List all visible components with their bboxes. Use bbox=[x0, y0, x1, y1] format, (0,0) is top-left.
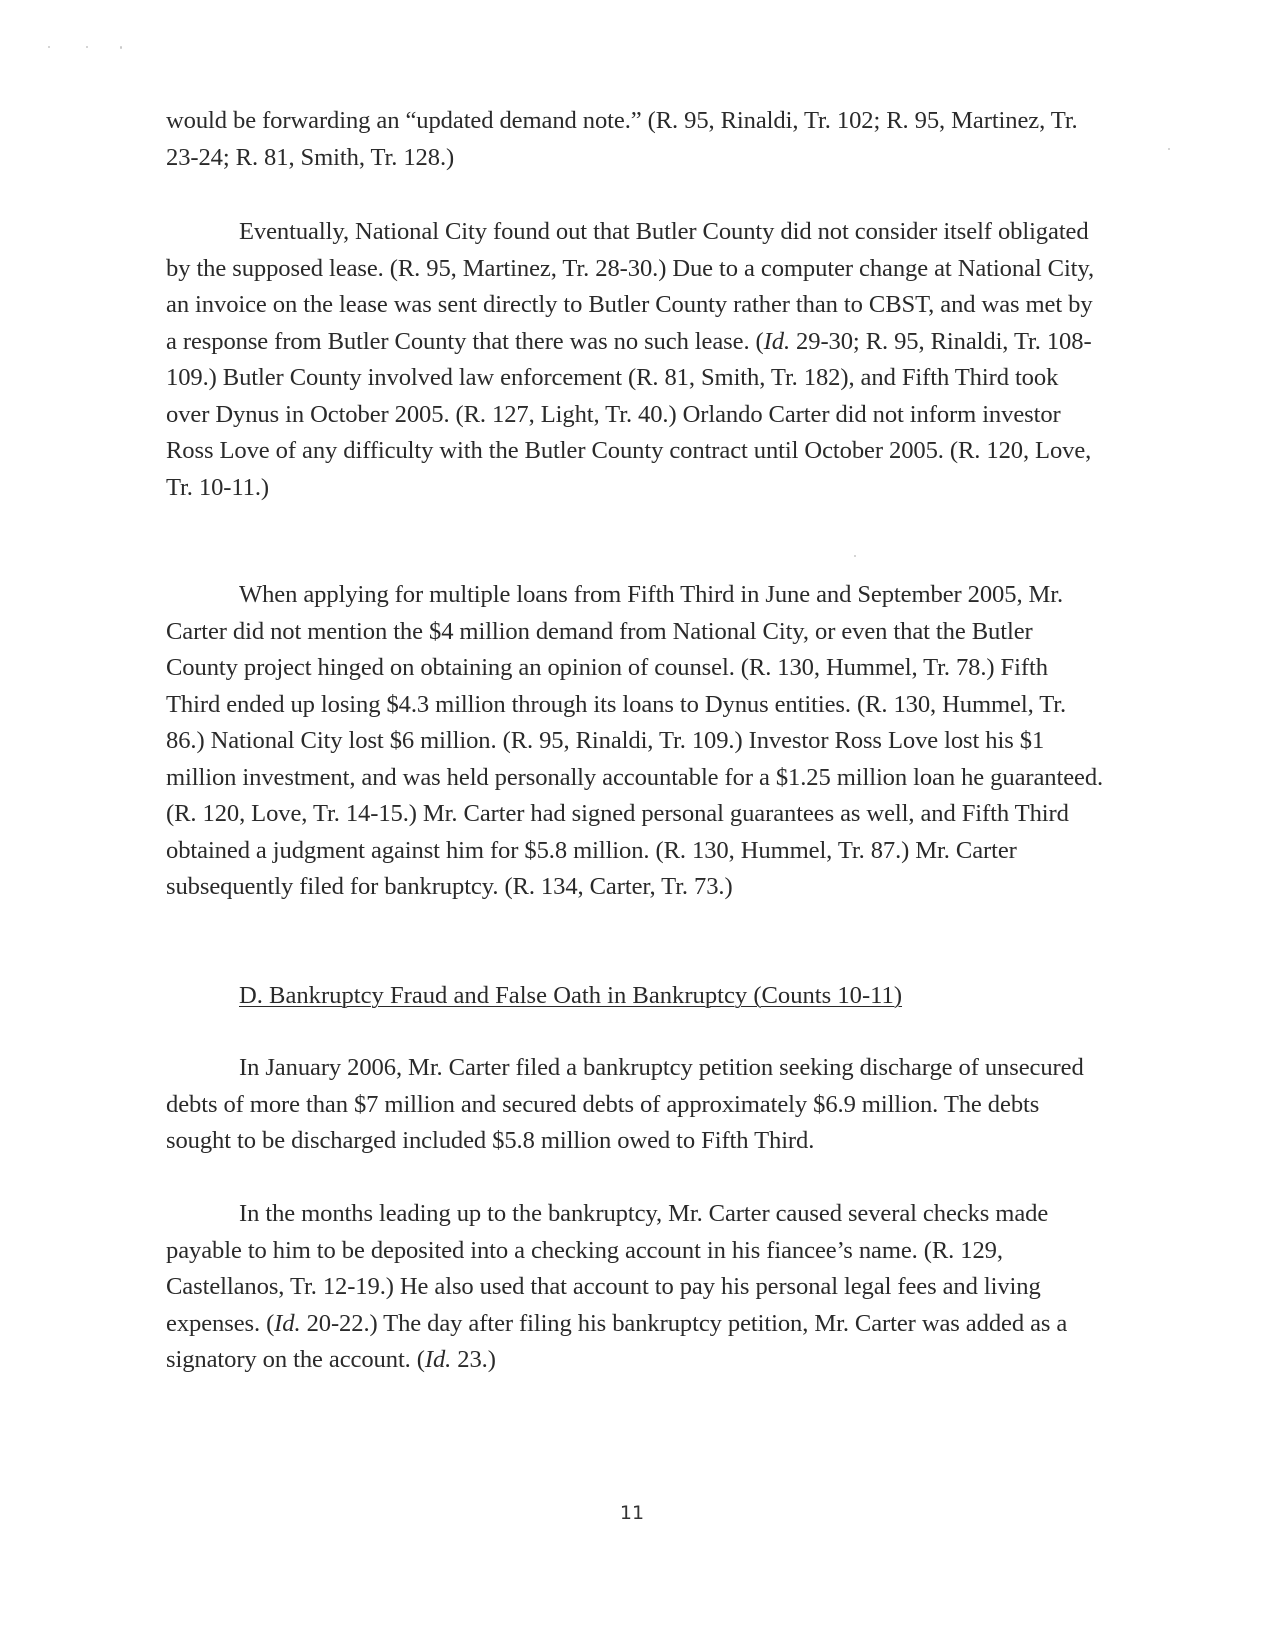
paragraph-text: In the months leading up to the bankruptcy, Mr. Carter caused several checks made payable to him to be deposited into a checking account in his fiancee’s name. (R. 129, Castellanos, Tr. 12-19.) He also used that account to pay his personal legal fees and living expenses. ( bbox=[166, 1200, 1049, 1337]
page-number: 11 bbox=[619, 1502, 645, 1524]
paragraph-text: 20-22.) The day after filing his bankruptcy petition, Mr. Carter was added as a signatory on the account. ( bbox=[166, 1309, 1068, 1373]
paragraph-text: 29-30; R. 95, Rinaldi, Tr. 108-109.) Butler County involved law enforcement (R. 81, Smith, Tr. 182), and Fifth Third took over Dynus in October 2005. (R. 127, Light, Tr. 40.) Orlando Carter did not inform investor Ross Love of any difficulty with the Butler County contract until October 2005. (R. 120, Love, Tr. 10-11.) bbox=[166, 327, 1092, 501]
scan-speck bbox=[1168, 148, 1170, 150]
paragraph-checking-account bbox=[166, 1196, 1106, 1379]
scan-speck bbox=[48, 46, 50, 48]
paragraph-national-city-discovery bbox=[166, 214, 1106, 506]
paragraph-fifth-third-loans: When applying for multiple loans from Fifth Third in June and September 2005, Mr. Carter did not mention the $4 million demand from National City, or even that the Butler County project hinged on obtaining an opinion of counsel. (R. 130, Hummel, Tr. 78.) Fifth Third ended up losing $4.3 million through its loans to Dynus entities. (R. 130, Hummel, Tr. 86.) National City lost $6 million. (R. 95, Rinaldi, Tr. 109.) Investor Ross Love lost his $1 million investment, and was held personally accountable for a $1.25 million loan he guaranteed. (R. 120, Love, Tr. 14-15.) Mr. Carter had signed personal guarantees as well, and Fifth Third obtained a judgment against him for $5.8 million. (R. 130, Hummel, Tr. 87.) Mr. Carter subsequently filed for bankruptcy. (R. 134, Carter, Tr. 73.) bbox=[166, 581, 1104, 900]
paragraph-bankruptcy-petition: In January 2006, Mr. Carter filed a bankruptcy petition seeking discharge of unsecured debts of more than $7 million and secured debts of approximately $6.9 million. The debts sought to be discharged included $5.8 million owed to Fifth Third. bbox=[166, 1054, 1084, 1154]
scan-speck bbox=[854, 555, 856, 557]
paragraph-text: 23.) bbox=[451, 1346, 496, 1373]
citation-id: Id. bbox=[424, 1346, 452, 1373]
scan-speck bbox=[120, 46, 122, 49]
paragraph-text: Eventually, National City found out that Butler County did not consider itself obligated by the supposed lease. (R. 95, Martinez, Tr. 28-30.) Due to a computer change at National City, an invoice on the lease was sent directly to Butler County rather than to CBST, and was met by a response from Butler County that there was no such lease. ( bbox=[166, 218, 1095, 355]
paragraph-continued: would be forwarding an “updated demand note.” (R. 95, Rinaldi, Tr. 102; R. 95, Martinez, Tr. 23-24; R. 81, Smith, Tr. 128.) bbox=[166, 107, 1078, 171]
citation-id: Id. bbox=[274, 1309, 301, 1337]
scan-speck bbox=[86, 46, 88, 48]
citation-id: Id. bbox=[763, 327, 790, 355]
section-heading: D. Bankruptcy Fraud and False Oath in Bankruptcy (Counts 10-11) bbox=[239, 982, 903, 1009]
